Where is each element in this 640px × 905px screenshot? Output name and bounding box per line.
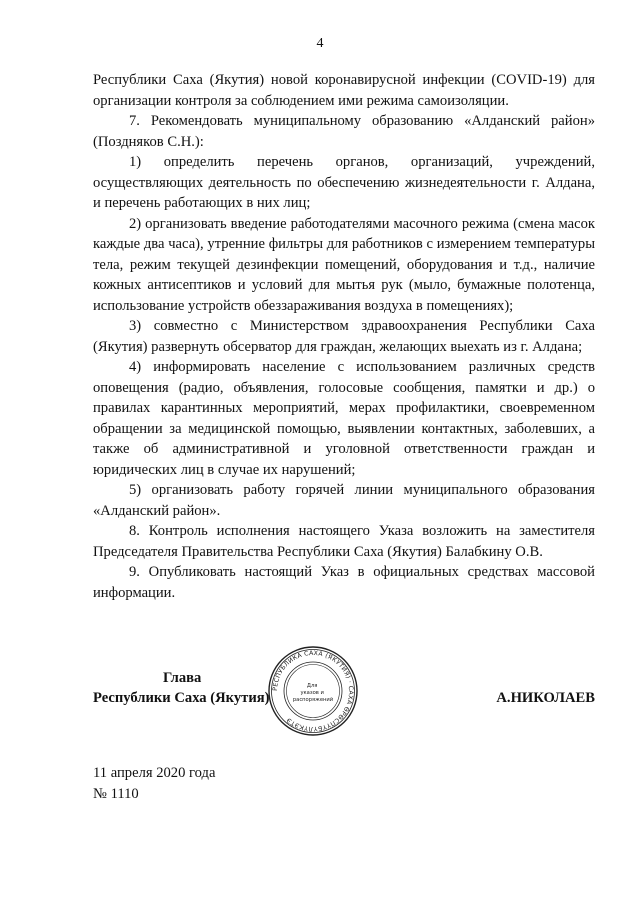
document-body: [93, 70, 595, 603]
paragraph: 9. Опубликовать настоящий Указ в официальных средствах массовой информации.: [93, 564, 595, 601]
paragraph: 5) организовать работу горячей линии муниципального образования «Алданский район».: [93, 482, 595, 519]
page-number: 4: [316, 36, 324, 51]
issue-date: 11 апреля 2020 года: [93, 765, 216, 781]
seal-ring-text: РЕСПУБЛИКА САХА (ЯКУТИЯ) · САХА ӨРӨСПҮҮБҮЛҮКЭТЭ: [271, 649, 355, 733]
signatory-title-region: Республики Саха (Якутия): [93, 690, 270, 706]
document-number: № 1110: [93, 786, 139, 802]
signatory-title: Глава: [163, 670, 202, 686]
paragraph: 1) определить перечень органов, организаций, учреждений, осуществляющих деятельность по обеспечению жизнедеятельности г. Алдана, и перечень работающих в них лиц;: [93, 154, 595, 211]
paragraph: Республики Саха (Якутия) новой коронавирусной инфекции (COVID-19) для организации контроля за соблюдением ими режима самоизоляции.: [93, 72, 595, 109]
seal-center-text: Для указов и распоряжений: [292, 683, 334, 703]
paragraph: 3) совместно с Министерством здравоохранения Республики Саха (Якутия) развернуть обсерватор для граждан, желающих выехать из г. Алдана;: [93, 318, 595, 355]
signatory-name: А.НИКОЛАЕВ: [496, 690, 595, 706]
issue-info: [93, 763, 215, 805]
official-seal-icon: [267, 645, 359, 737]
paragraph: 4) информировать население с использованием различных средств оповещения (радио, объявления, голосовые сообщения, памятки и др.) о правилах карантинных мероприятий, мерах профилактики, своевременном обращении за медицинской помощью, выявлении контактных, заболевших, а также об административной и уголовной ответственности граждан и юридических лиц в случае их нарушений;: [93, 359, 595, 478]
paragraph: 2) организовать введение работодателями масочного режима (смена масок каждые два часа), утренние фильтры для работников с измерением температуры тела, режим текущей дезинфекции помещений, оборудования и т.д., наличие кожных антисептиков и условий для мытья рук (мыло, бумажные полотенца, использование устройств обеззараживания воздуха в помещениях);: [93, 215, 595, 314]
paragraph: 7. Рекомендовать муниципальному образованию «Алданский район» (Поздняков С.Н.):: [93, 113, 595, 150]
paragraph: 8. Контроль исполнения настоящего Указа возложить на заместителя Председателя Правительства Республики Саха (Якутия) Балабкину О.В.: [93, 523, 595, 560]
